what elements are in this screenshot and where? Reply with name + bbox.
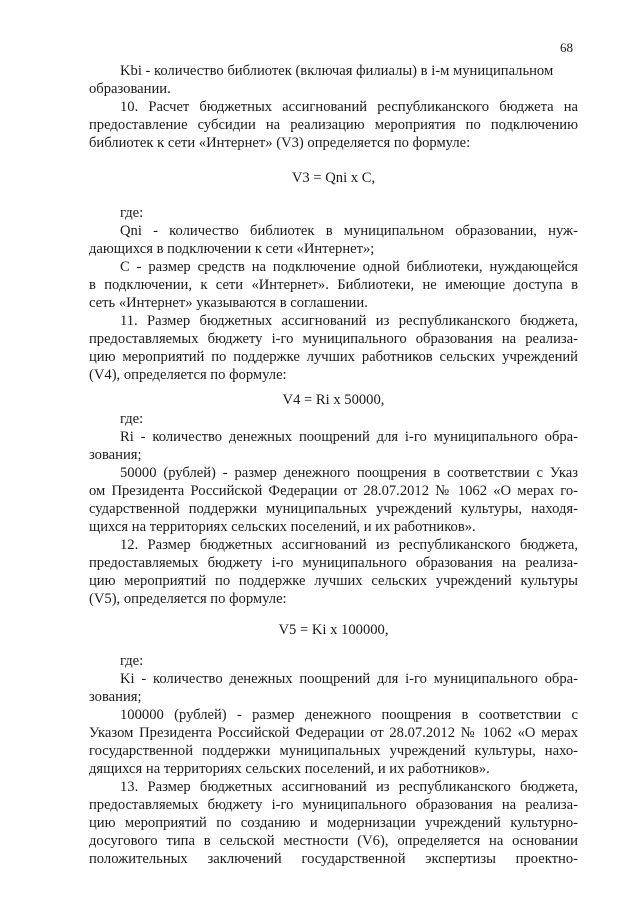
text-line: Kbi - количество библиотек (включая филиалы) в i-м муниципальном [120,63,554,79]
text-line: 100000 (рублей) - размер денежного поощрения в соответствии с [120,707,578,723]
text-line: где: [120,411,144,427]
text-line: где: [120,205,144,221]
text-line: в подключении, к сети «Интернет». Библиотеки, не имеющие доступа в [89,277,578,293]
text-line: сеть «Интернет» указываются в соглашении. [89,295,368,311]
text-line: Ri - количество денежных поощрений для i-го муниципального обра- [120,429,578,445]
text-line: Указом Президента Российской Федерации от 28.07.2012 № 1062 «О мерах [89,725,578,741]
text-line: цию мероприятий по поддержке лучших работников сельских учреждений [89,349,578,365]
text-line: государственной поддержки муниципальных учреждений культуры, нахо- [89,743,578,759]
formula-v4: V4 = Ri x 50000, [282,392,385,408]
formula-v3: V3 = Qni x C, [291,170,376,186]
text-line: положительных заключений государственной экспертизы проектно- [89,851,578,867]
text-line: (V4), определяется по формуле: [89,367,287,383]
text-line: 10. Расчет бюджетных ассигнований республиканского бюджета на [120,99,578,115]
text-line: цию мероприятий по поддержке лучших сельских учреждений культуры [89,573,578,589]
text-line: досугового типа в сельской местности (V6), определяется на основании [89,833,578,849]
page-number: 68 [560,40,573,55]
text-line: сударственной поддержки муниципальных учреждений культуры, находя- [89,501,578,517]
text-line: Qni - количество библиотек в муниципальном образовании, нуж- [120,223,578,239]
text-line: библиотек к сети «Интернет» (V3) определяется по формуле: [89,135,471,151]
text-line: дящихся на территориях сельских поселений, и их работников». [89,761,490,777]
text-line: 11. Размер бюджетных ассигнований из республиканского бюджета, [120,313,578,329]
text-line: (V5), определяется по формуле: [89,591,287,607]
text-line: 13. Размер бюджетных ассигнований из республиканского бюджета, [120,779,578,795]
text-line: предоставление субсидии на реализацию мероприятия по подключению [89,117,578,133]
text-line: 12. Размер бюджетных ассигнований из республиканского бюджета, [120,537,578,553]
text-line: ом Президента Российской Федерации от 28.07.2012 № 1062 «О мерах го- [89,483,578,499]
text-line: зования; [89,447,142,463]
text-line: дающихся в подключении к сети «Интернет»; [89,241,375,257]
text-line: предоставляемых бюджету i-го муниципального образования на реализа- [89,797,578,813]
text-line: С - размер средств на подключение одной библиотеки, нуждающейся [120,259,578,275]
text-line: где: [120,653,144,669]
text-line: предоставляемых бюджету i-го муниципального образования на реализа- [89,555,578,571]
text-line: цию мероприятий по созданию и модернизации учреждений культурно- [89,815,578,831]
text-line: Ki - количество денежных поощрений для i-го муниципального обра- [120,671,578,687]
text-line: щихся на территориях сельских поселений, и их работников». [89,519,476,535]
text-line: образовании. [89,81,171,97]
text-line: 50000 (рублей) - размер денежного поощрения в соответствии с Указ [120,465,578,481]
text-line: зования; [89,689,142,705]
text-line: предоставляемых бюджету i-го муниципального образования на реализа- [89,331,578,347]
formula-v5: V5 = Ki x 100000, [278,622,389,638]
